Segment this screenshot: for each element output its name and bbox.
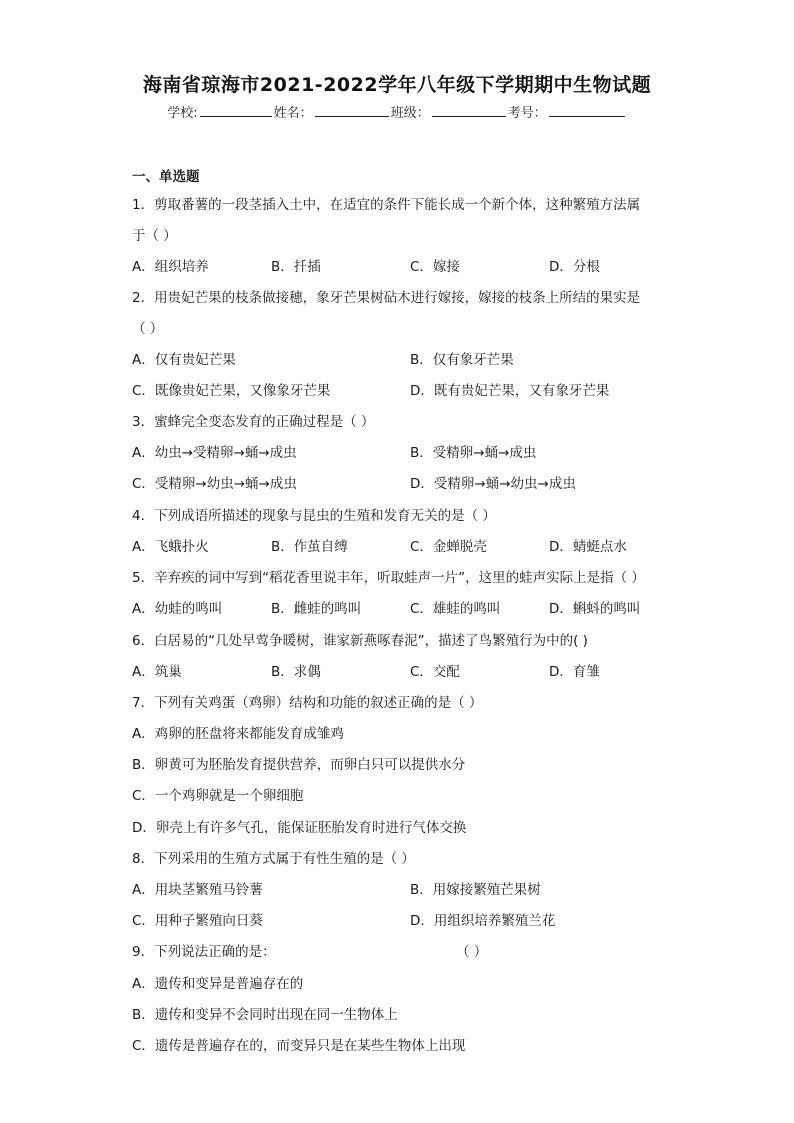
question-2-line-2: （ ） xyxy=(132,321,164,337)
question-6-option-b: B．求偶 xyxy=(271,664,321,680)
question-8-option-d: D．用组织培养繁殖兰花 xyxy=(410,913,556,929)
question-9-option-c: C．遗传是普遍存在的，而变异只是在某些生物体上出现 xyxy=(132,1038,466,1054)
question-3-option-a: A．幼虫→受精卵→蛹→成虫 xyxy=(132,445,297,461)
question-4-line-1: 4．下列成语所描述的现象与昆虫的生殖和发育无关的是（ ） xyxy=(132,508,496,524)
question-1-option-a: A．组织培养 xyxy=(132,259,209,275)
id-blank xyxy=(549,102,625,117)
id-label: 考号： xyxy=(507,106,547,121)
question-5-option-d: D．蝌蚪的鸣叫 xyxy=(549,601,641,617)
question-1-option-b: B．扦插 xyxy=(271,259,321,275)
question-8-line-1: 8．下列采用的生殖方式属于有性生殖的是（ ） xyxy=(132,851,415,867)
question-1-line-2: 于（ ） xyxy=(132,228,177,244)
question-3-option-d: D．受精卵→蛹→幼虫→成虫 xyxy=(410,476,576,492)
question-6-line-1: 6．白居易的“几处早莺争暖树，谁家新燕啄春泥”，描述了鸟繁殖行为中的( ) xyxy=(132,633,588,649)
question-2-option-a: A．仅有贵妃芒果 xyxy=(132,352,236,368)
name-blank xyxy=(315,102,389,117)
question-6-option-a: A．筑巢 xyxy=(132,664,182,680)
class-label: 班级： xyxy=(390,106,430,121)
question-4-option-b: B．作茧自缚 xyxy=(271,539,348,555)
question-7-line-1: 7．下列有关鸡蛋（鸡卵）结构和功能的叙述正确的是（ ） xyxy=(132,695,483,711)
question-2-option-b: B．仅有象牙芒果 xyxy=(410,352,514,368)
question-4-option-d: D．蜻蜓点水 xyxy=(549,539,627,555)
question-4-option-c: C．金蝉脱壳 xyxy=(410,539,487,555)
question-3-option-c: C．受精卵→幼虫→蛹→成虫 xyxy=(132,476,297,492)
question-6-option-d: D．育雏 xyxy=(549,664,600,680)
question-7-option-c: C．一个鸡卵就是一个卵细胞 xyxy=(132,788,304,804)
question-1-line-1: 1．剪取番薯的一段茎插入土中，在适宜的条件下能长成一个新个体，这种繁殖方法属 xyxy=(132,197,641,213)
question-1-option-d: D．分根 xyxy=(549,259,600,275)
question-4-option-a: A．飞蛾扑火 xyxy=(132,539,209,555)
question-6-option-c: C．交配 xyxy=(410,664,460,680)
class-blank xyxy=(432,102,506,117)
question-9-option-a: A．遗传和变异是普遍存在的 xyxy=(132,976,304,992)
question-5-option-a: A．幼蛙的鸣叫 xyxy=(132,601,223,617)
question-2-option-c: C．既像贵妃芒果，又像象牙芒果 xyxy=(132,383,331,399)
question-1-option-c: C．嫁接 xyxy=(410,259,460,275)
name-label: 姓名： xyxy=(273,106,313,121)
question-9-line-1: 9．下列说法正确的是： xyxy=(132,944,276,960)
question-5-line-1: 5．辛弃疾的词中写到“稻花香里说丰年，听取蛙声一片”，这里的蛙声实际上是指（ ） xyxy=(132,570,645,586)
question-5-option-b: B．雌蛙的鸣叫 xyxy=(271,601,362,617)
question-7-option-a: A．鸡卵的胚盘将来都能发育成雏鸡 xyxy=(132,726,344,742)
question-8-option-c: C．用种子繁殖向日葵 xyxy=(132,913,263,929)
question-5-option-c: C．雄蛙的鸣叫 xyxy=(410,601,501,617)
question-2-line-1: 2．用贵妃芒果的枝条做接穗，象牙芒果树砧木进行嫁接，嫁接的枝条上所结的果实是 xyxy=(132,290,641,306)
question-8-option-a: A．用块茎繁殖马铃薯 xyxy=(132,882,263,898)
question-9-answer-bracket: （ ） xyxy=(456,944,488,960)
section-title: 一、单选题 xyxy=(132,169,200,185)
school-label: 学校: xyxy=(167,106,198,121)
question-9-option-b: B．遗传和变异不会同时出现在同一生物体上 xyxy=(132,1007,398,1023)
question-7-option-b: B．卵黄可为胚胎发育提供营养，而卵白只可以提供水分 xyxy=(132,757,466,773)
question-7-option-d: D．卵壳上有许多气孔，能保证胚胎发育时进行气体交换 xyxy=(132,820,467,836)
question-3-option-b: B．受精卵→蛹→成虫 xyxy=(410,445,537,461)
student-info-line xyxy=(0,102,794,121)
question-2-option-d: D．既有贵妃芒果，又有象牙芒果 xyxy=(410,383,610,399)
exam-title: 海南省琼海市2021-2022学年八年级下学期期中生物试题 xyxy=(142,74,652,96)
school-blank xyxy=(200,102,272,117)
question-8-option-b: B．用嫁接繁殖芒果树 xyxy=(410,882,541,898)
question-3-line-1: 3．蜜蜂完全变态发育的正确过程是（ ） xyxy=(132,414,375,430)
